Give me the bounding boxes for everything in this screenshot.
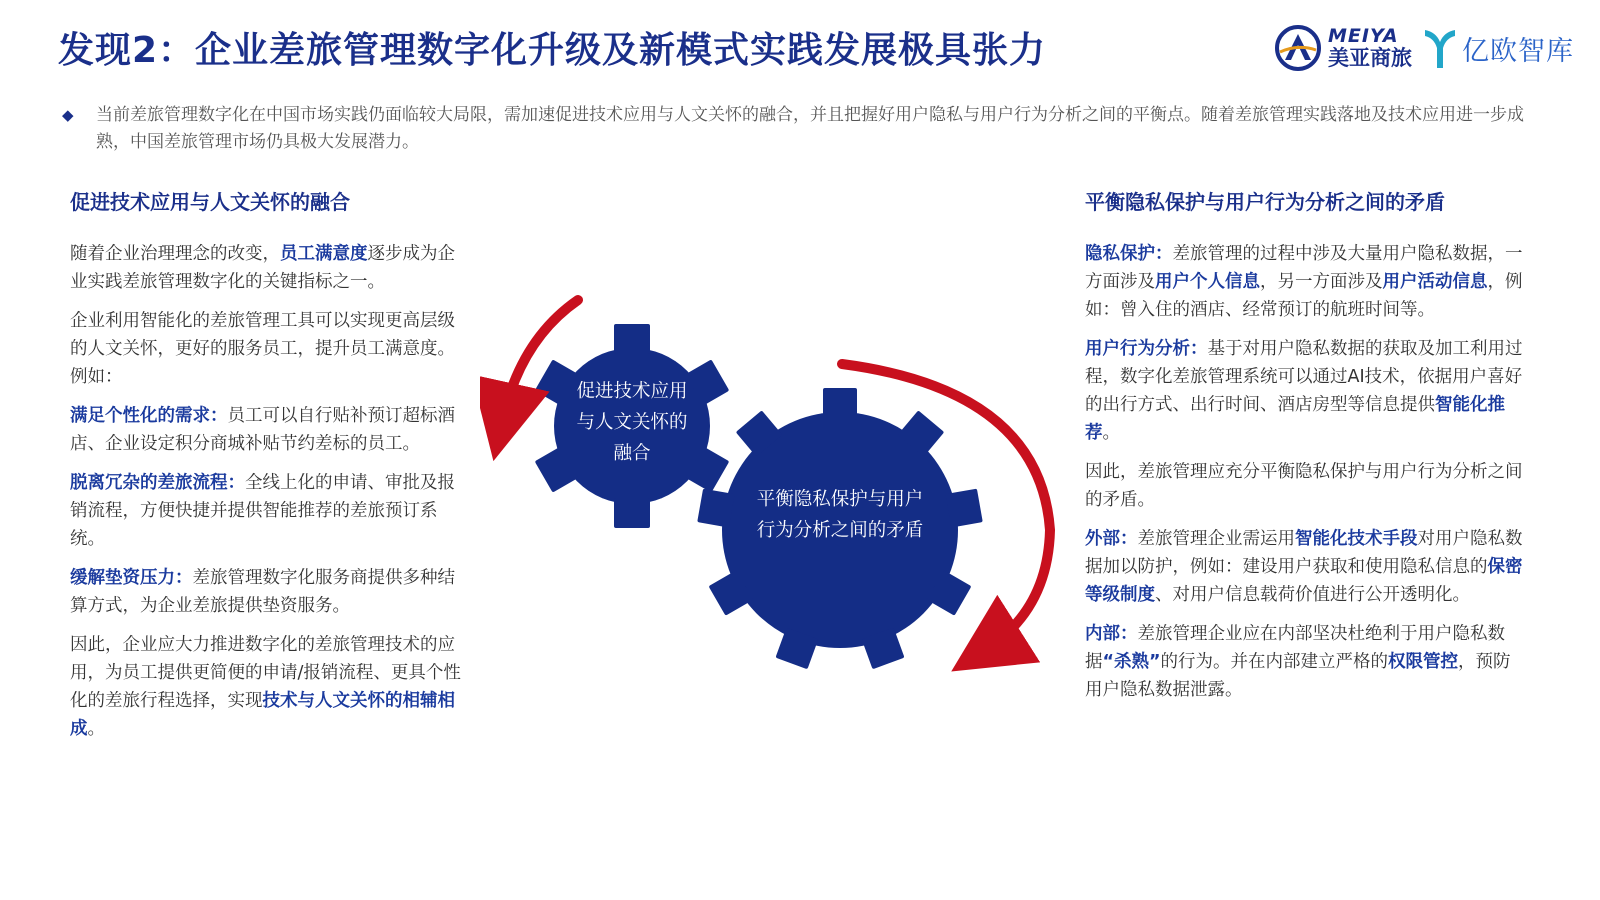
text-segment: 全线上化的申请、审批及报销流程，方便快捷并提供智能推荐的差旅预订系统。	[70, 473, 455, 549]
right-paragraph-4	[1085, 525, 1525, 609]
right-column	[1085, 188, 1525, 715]
text-segment: 。	[87, 719, 105, 739]
keyword: 隐私保护：	[1085, 244, 1173, 264]
keyword: 技术与人文关怀的相辅相成	[70, 691, 455, 739]
text-segment: 、对用户信息载荷价值进行公开透明化。	[1155, 585, 1470, 605]
right-paragraph-3: 因此，差旅管理应充分平衡隐私保护与用户行为分析之间的矛盾。	[1085, 462, 1523, 510]
text-segment: 的行为。并在内部建立严格的	[1160, 652, 1389, 672]
text-segment: 差旅管理的过程中涉及大量用户隐私数据，一方面涉及	[1085, 244, 1523, 292]
meiya-emblem-icon	[1274, 24, 1322, 72]
left-heading: 促进技术应用与人文关怀的融合	[70, 190, 350, 214]
text-segment: 员工可以自行贴补预订超标酒店、企业设定积分商城补贴节约差标的员工。	[70, 406, 455, 454]
keyword: 员工满意度	[280, 244, 368, 264]
page-title: 发现2：企业差旅管理数字化升级及新模式实践发展极具张力	[58, 30, 1047, 71]
meiya-logo	[1274, 24, 1412, 72]
text-segment: 随着企业治理理念的改变，	[70, 244, 280, 264]
text-segment: ，预防用户隐私数据泄露。	[1085, 652, 1511, 700]
text-segment: 差旅管理企业应在内部坚决杜绝利于用户隐私数据	[1085, 624, 1505, 672]
keyword: 满足个性化的需求：	[70, 406, 228, 426]
keyword: 保密等级制度	[1085, 557, 1523, 605]
keyword: 智能化技术手段	[1295, 529, 1418, 549]
left-paragraph-6	[70, 631, 470, 743]
text-segment: ，例如：曾入住的酒店、经常预订的航班时间等。	[1085, 272, 1523, 320]
meiya-logo-en: MEIYA	[1328, 25, 1399, 47]
keyword: 用户活动信息	[1382, 272, 1488, 292]
right-paragraph-2	[1085, 335, 1525, 447]
yiou-logo	[1422, 26, 1574, 70]
keyword: 脱离冗杂的差旅流程：	[70, 473, 245, 493]
text-segment: 因此，企业应大力推进数字化的差旅管理技术的应用，为员工提供更简便的申请/报销流程、更具个性化的差旅行程选择，实现	[70, 635, 461, 711]
text-segment: 差旅管理企业需运用	[1137, 529, 1295, 549]
text-segment: 基于对用户隐私数据的获取及加工利用过程，数字化差旅管理系统可以通过AI技术，依据用户喜好的出行方式、出行时间、酒店房型等信息提供	[1085, 339, 1523, 415]
left-paragraph-1	[70, 240, 470, 296]
keyword: 权限管控	[1388, 652, 1459, 672]
keyword: 缓解垫资压力：	[70, 568, 193, 588]
gear-diagram	[480, 280, 1080, 700]
yiou-logo-text: 亿欧智库	[1462, 35, 1574, 67]
yiou-emblem-icon	[1422, 26, 1458, 70]
right-heading: 平衡隐私保护与用户行为分析之间的矛盾	[1085, 190, 1445, 214]
text-segment: ，另一方面涉及	[1260, 272, 1383, 292]
intro-text: 当前差旅管理数字化在中国市场实践仍面临较大局限，需加速促进技术应用与人文关怀的融合，并且把握好用户隐私与用户行为分析之间的平衡点。随着差旅管理实践落地及技术应用进一步成熟，中国差旅管理市场仍具极大发展潜力。	[96, 105, 1524, 152]
small-gear-label: 促进技术应用与人文关怀的融合	[576, 381, 688, 464]
keyword: 内部：	[1085, 624, 1138, 644]
left-paragraph-3	[70, 402, 470, 458]
left-paragraph-4	[70, 469, 470, 553]
text-segment: 差旅管理数字化服务商提供多种结算方式，为企业差旅提供垫资服务。	[70, 568, 455, 616]
keyword: 用户行为分析：	[1085, 339, 1208, 359]
big-gear-label: 平衡隐私保护与用户行为分析之间的矛盾	[756, 489, 924, 541]
right-paragraph-1	[1085, 240, 1525, 324]
left-column	[70, 188, 470, 754]
keyword: 智能化推荐	[1085, 395, 1505, 443]
keyword: 用户个人信息	[1155, 272, 1260, 292]
logo-bar	[1274, 18, 1574, 78]
text-segment: 。	[1102, 423, 1120, 443]
keyword: 外部：	[1085, 529, 1138, 549]
intro-block	[62, 102, 1552, 156]
left-paragraph-5	[70, 564, 470, 620]
diamond-bullet-icon: ◆	[62, 106, 74, 124]
meiya-logo-cn: 美亚商旅	[1328, 46, 1412, 70]
right-paragraph-5	[1085, 620, 1525, 704]
text-segment: 逐步成为企业实践差旅管理数字化的关键指标之一。	[70, 244, 455, 292]
keyword: “杀熟”	[1102, 652, 1161, 672]
text-segment: 对用户隐私数据加以防护，例如：建设用户获取和使用隐私信息的	[1085, 529, 1523, 577]
left-paragraph-2: 企业利用智能化的差旅管理工具可以实现更高层级的人文关怀，更好的服务员工，提升员工满意度。例如：	[70, 311, 455, 387]
